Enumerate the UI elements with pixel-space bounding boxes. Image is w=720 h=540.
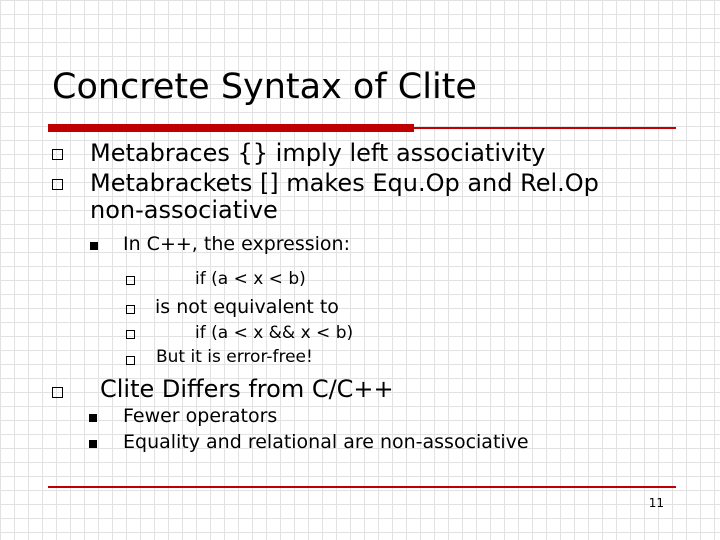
title-underline-thin	[414, 127, 676, 129]
code-line-and-compare: if (a < x && x < b)	[195, 323, 354, 343]
title-underline-thick	[48, 124, 414, 132]
solid-square-bullet-icon	[90, 242, 98, 250]
small-hollow-square-bullet-icon	[126, 305, 135, 314]
sub-bullet-fewer-operators: Fewer operators	[123, 405, 278, 427]
text-error-free: But it is error-free!	[156, 347, 313, 367]
small-hollow-square-bullet-icon	[126, 276, 135, 285]
bullet-metabrackets: Metabrackets [] makes Equ.Op and Rel.Op	[90, 169, 599, 197]
bullet-metabraces: Metabraces {} imply left associativity	[90, 139, 546, 167]
hollow-square-bullet-icon	[52, 149, 63, 160]
bullet-metabrackets-continued: non-associative	[90, 196, 278, 224]
solid-square-bullet-icon	[89, 440, 97, 448]
hollow-square-bullet-icon	[52, 387, 63, 398]
small-hollow-square-bullet-icon	[126, 356, 135, 365]
sub-bullet-non-associative: Equality and relational are non-associative	[123, 431, 529, 453]
hollow-square-bullet-icon	[52, 179, 63, 190]
small-hollow-square-bullet-icon	[126, 330, 135, 339]
sub-bullet-cpp-expression: In C++, the expression:	[123, 233, 350, 255]
slide-title: Concrete Syntax of Clite	[52, 67, 477, 107]
page-number: 11	[648, 496, 664, 510]
code-line-chained-compare: if (a < x < b)	[195, 269, 306, 289]
bullet-clite-differs: Clite Differs from C/C++	[100, 375, 394, 403]
footer-rule	[48, 486, 676, 488]
solid-square-bullet-icon	[89, 414, 97, 422]
text-not-equivalent: is not equivalent to	[155, 296, 339, 318]
